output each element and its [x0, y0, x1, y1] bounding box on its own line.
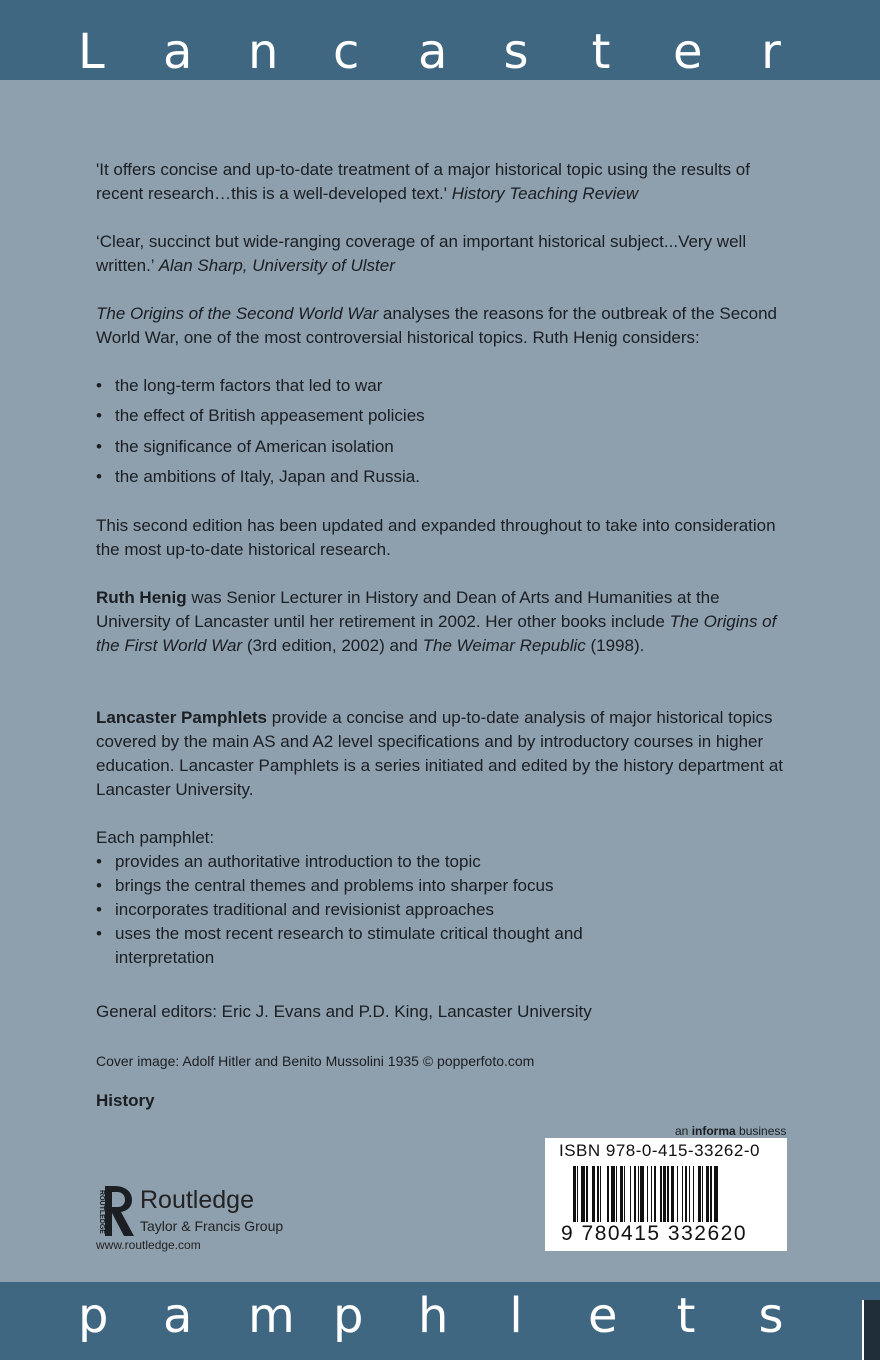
band-letter: e — [673, 24, 703, 80]
subject-category: History — [96, 1091, 155, 1111]
review-quote-2: ‘Clear, succinct but wide-ranging coverage of an important historical subject...Very well written.’ Alan Sharp, University of Ulster — [96, 232, 747, 275]
isbn-barcode — [545, 1138, 787, 1251]
edition-note: This second edition has been updated and expanded throughout to take into consideration the most up-to-date historical research. — [96, 516, 776, 560]
list-item: • uses the most recent research to stimulate critical thought and interpretation — [96, 922, 595, 970]
author-bio: Ruth Henig was Senior Lecturer in History and Dean of Arts and Humanities at the University of Lancaster until her retirement in 2002. Her other books include The Origins of the First World War (3rd edition, 2002) and The Weimar Republic (1998). — [96, 588, 777, 656]
list-item: • the ambitions of Italy, Japan and Russia. — [96, 465, 796, 489]
pamphlet-features-list — [96, 850, 796, 970]
routledge-logo-text: ROUTLEDGE — [98, 1190, 105, 1234]
band-letter: c — [333, 24, 360, 80]
general-editors: General editors: Eric J. Evans and P.D. King, Lancaster University — [96, 1002, 592, 1022]
band-letter: m — [248, 1288, 295, 1344]
barcode-digits: 9 780415 332620 — [561, 1222, 747, 1245]
band-letter: h — [418, 1288, 449, 1344]
review-source-1: History Teaching Review — [451, 184, 639, 203]
band-letter: l — [509, 1288, 523, 1344]
band-letter: t — [676, 1288, 696, 1344]
back-cover-text — [96, 158, 796, 1113]
review-source-2: Alan Sharp, University of Ulster — [158, 256, 395, 275]
band-letter: p — [333, 1288, 364, 1344]
series-title-pamphlets — [78, 1288, 784, 1344]
band-letter: p — [78, 1288, 109, 1344]
list-item: • the effect of British appeasement policies — [96, 404, 796, 428]
publisher-group: Taylor & Francis Group — [140, 1218, 284, 1234]
barcode-bar — [718, 1166, 719, 1230]
review-quote-1: 'It offers concise and up-to-date treatment of a major historical topic using the results of recent research…this is a well-developed text.' History Teaching Review — [96, 160, 750, 203]
band-letter: e — [588, 1288, 618, 1344]
band-letter: s — [758, 1288, 784, 1344]
cover-credit: Cover image: Adolf Hitler and Benito Mussolini 1935 © popperfoto.com — [96, 1053, 535, 1070]
informa-brand: informa — [691, 1124, 736, 1138]
barcode-bars — [573, 1166, 773, 1230]
considers-list — [96, 374, 796, 489]
band-letter: s — [503, 24, 529, 80]
band-letter: L — [78, 24, 105, 80]
series-description: Lancaster Pamphlets provide a concise and up-to-date analysis of major historical topics covered by the main AS and A2 level specifications and by introductory courses in higher education. Lancaster Pamphlets is a series initiated and edited by the history department at Lancaster University. — [96, 708, 784, 800]
list-item: • the long-term factors that led to war — [96, 374, 796, 398]
book-description: The Origins of the Second World War analyses the reasons for the outbreak of the Second World War, one of the most controversial historical topics. Ruth Henig considers: — [96, 304, 778, 347]
band-letter: a — [163, 1288, 193, 1344]
series-title-lancaster — [78, 24, 784, 80]
band-letter: n — [248, 24, 279, 80]
list-item: • brings the central themes and problems into sharper focus — [96, 874, 796, 898]
publisher-name: Routledge — [140, 1186, 254, 1214]
band-letter: a — [418, 24, 448, 80]
author-name: Ruth Henig — [96, 588, 187, 608]
isbn-label: ISBN 978-0-415-33262-0 — [559, 1141, 760, 1160]
band-letter: a — [163, 24, 193, 80]
publisher-url: www.routledge.com — [96, 1238, 201, 1252]
informa-tagline: an informa business — [675, 1124, 787, 1138]
routledge-logo-icon — [92, 1182, 138, 1240]
each-pamphlet-label: Each pamphlet: — [96, 828, 215, 848]
footer-band — [0, 1282, 880, 1360]
list-item: • the significance of American isolation — [96, 435, 796, 459]
header-band — [0, 0, 880, 80]
band-letter: t — [591, 24, 611, 80]
corner-mark — [862, 1300, 880, 1360]
band-letter: r — [761, 24, 781, 80]
list-item: • incorporates traditional and revisionist approaches — [96, 898, 796, 922]
book-title: The Origins of the Second World War — [96, 304, 379, 323]
series-name: Lancaster Pamphlets — [96, 708, 268, 728]
list-item: • provides an authoritative introduction to the topic — [96, 850, 796, 874]
